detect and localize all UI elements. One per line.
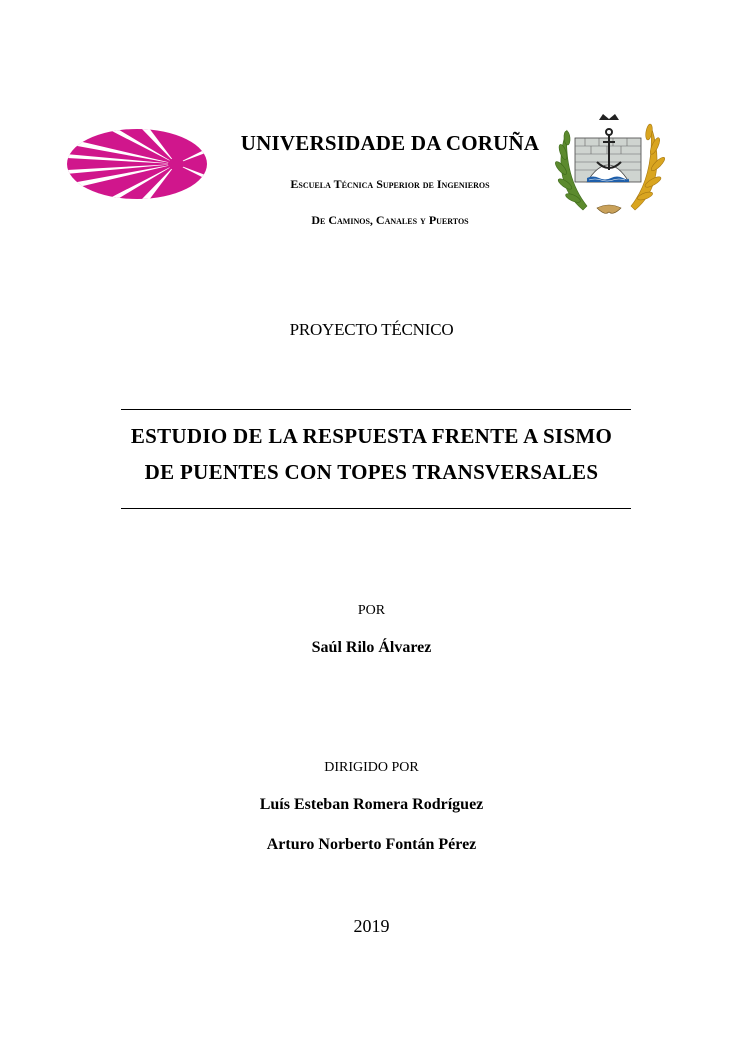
year: 2019 — [353, 916, 390, 936]
by-label: POR — [357, 603, 386, 618]
title-rule-top — [121, 409, 631, 410]
author-name: Saúl Rilo Álvarez — [311, 639, 432, 656]
udc-logo — [66, 128, 208, 200]
title-line-1: ESTUDIO DE LA RESPUESTA FRENTE A SISMO — [130, 424, 613, 448]
document-type: PROYECTO TÉCNICO — [289, 320, 454, 339]
university-name: UNIVERSIDADE DA CORUÑA — [240, 131, 540, 155]
title-line-2: DE PUENTES CON TOPES TRANSVERSALES — [144, 460, 599, 484]
director-name-2: Arturo Norberto Fontán Pérez — [266, 836, 477, 853]
school-name-line2: De Caminos, Canales y Puertos — [311, 213, 469, 227]
school-name-line1: Escuela Técnica Superior de Ingenieros — [290, 177, 490, 191]
director-name-1: Luís Esteban Romera Rodríguez — [259, 796, 484, 813]
directed-by-label: DIRIGIDO POR — [324, 760, 419, 775]
title-rule-bottom — [121, 508, 631, 509]
school-emblem-icon — [553, 112, 665, 220]
